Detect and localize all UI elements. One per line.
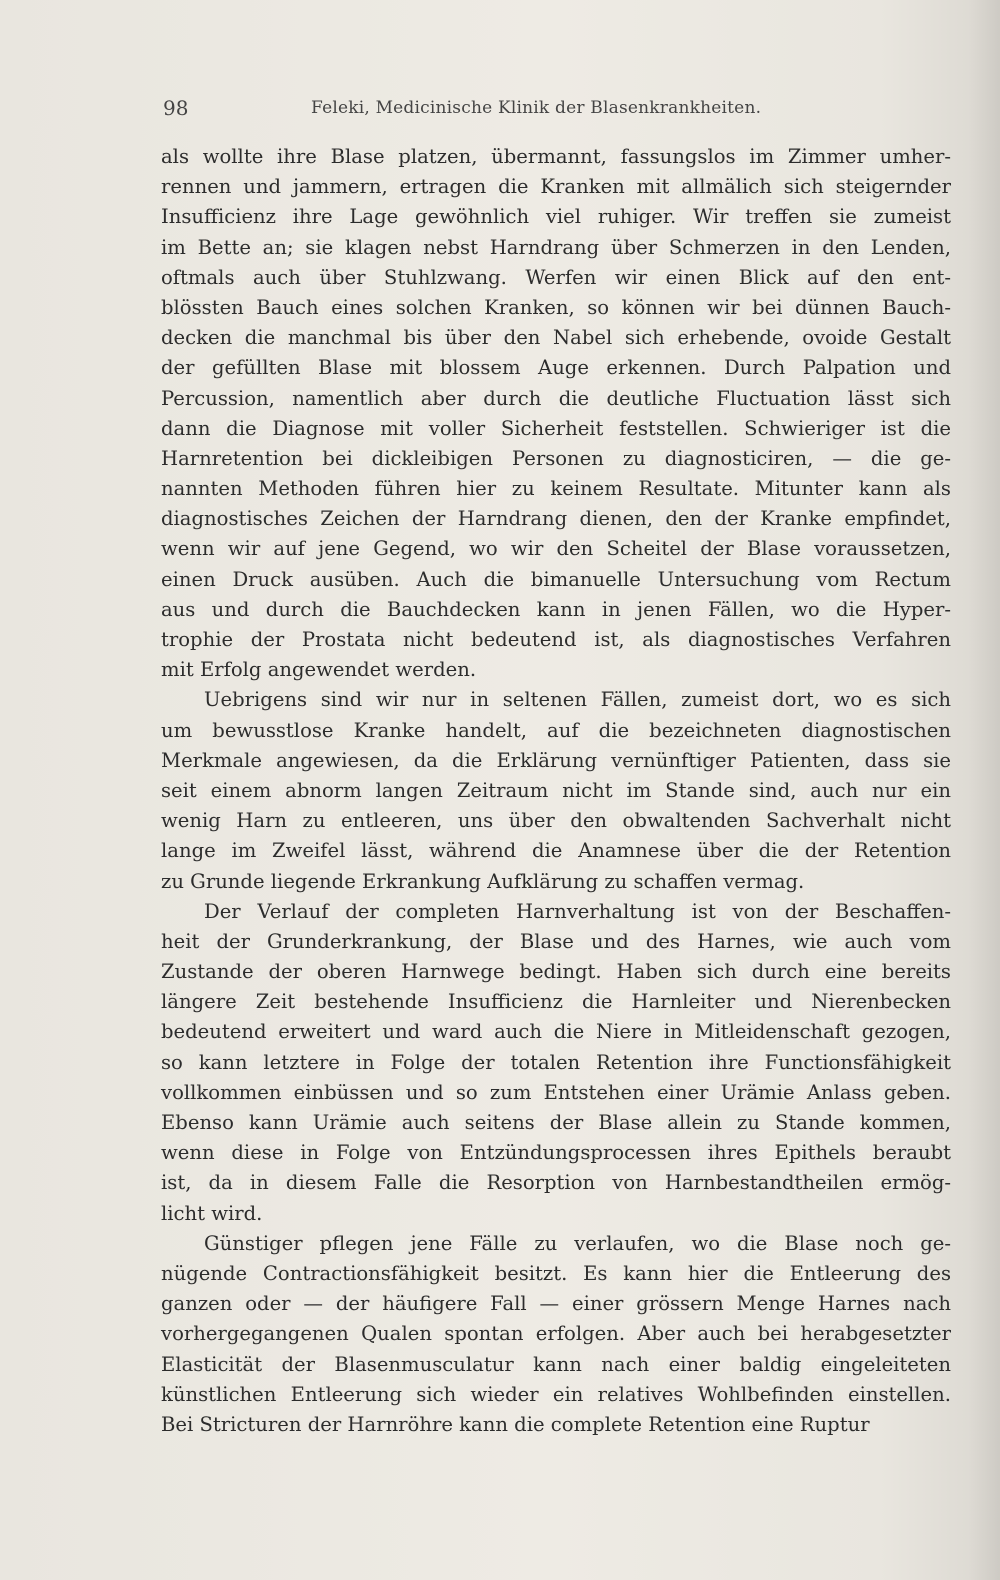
text-line: ist, da in diesem Falle die Resorption von Harnbestandtheilen ermög- xyxy=(161,1171,951,1195)
text-line: Uebrigens sind wir nur in seltenen Fällen, zumeist dort, wo es sich xyxy=(204,688,951,712)
text-line: nügende Contractionsfähigkeit besitzt. Es kann hier die Entleerung des xyxy=(161,1261,951,1285)
text-line: dann die Diagnose mit voller Sicherheit feststellen. Schwieriger ist die xyxy=(161,416,951,440)
text-line: decken die manchmal bis über den Nabel sich erhebende, ovoide Gestalt xyxy=(161,326,951,350)
text-line: vollkommen einbüssen und so zum Entstehen einer Urämie Anlass geben. xyxy=(161,1080,951,1104)
text-line: nannten Methoden führen hier zu keinem Resultate. Mitunter kann als xyxy=(161,477,951,501)
text-line: Percussion, namentlich aber durch die deutliche Fluctuation lässt sich xyxy=(161,386,951,410)
text-line: vorhergegangenen Qualen spontan erfolgen. Aber auch bei herabgesetzter xyxy=(161,1322,951,1346)
text-line: zu Grunde liegende Erkrankung Aufklärung zu schaffen vermag. xyxy=(161,869,805,893)
text-line: Bei Stricturen der Harnröhre kann die complete Retention eine Ruptur xyxy=(161,1412,870,1436)
running-head xyxy=(163,96,953,126)
paragraph xyxy=(161,1229,951,1440)
text-line: so kann letztere in Folge der totalen Retention ihre Functionsfähigkeit xyxy=(161,1050,951,1074)
paragraph xyxy=(161,685,951,896)
text-line: heit der Grunderkrankung, der Blase und des Harnes, wie auch vom xyxy=(161,929,951,953)
text-line: um bewusstlose Kranke handelt, auf die bezeichneten diagnostischen xyxy=(161,718,951,742)
page-edge-shadow xyxy=(968,0,1000,1580)
text-line: bedeutend erweitert und ward auch die Niere in Mitleidenschaft gezogen, xyxy=(161,1020,951,1044)
text-line: künstlichen Entleerung sich wieder ein relatives Wohlbefinden einstellen. xyxy=(161,1382,951,1406)
paragraph xyxy=(161,897,951,1229)
text-line: oftmals auch über Stuhlzwang. Werfen wir einen Blick auf den ent- xyxy=(161,265,951,289)
text-line: längere Zeit bestehende Insufficienz die Harnleiter und Nierenbecken xyxy=(161,990,951,1014)
text-line: Elasticität der Blasenmusculatur kann nach einer baldig eingeleiteten xyxy=(161,1352,951,1376)
text-line: Ebenso kann Urämie auch seitens der Blase allein zu Stande kommen, xyxy=(161,1111,951,1134)
running-title: Feleki, Medicinische Klinik der Blasenkrankheiten. xyxy=(311,98,762,118)
text-line: Günstiger pflegen jene Fälle zu verlaufen, wo die Blase noch ge- xyxy=(204,1231,951,1255)
body-text xyxy=(161,142,951,1440)
page-number: 98 xyxy=(163,96,189,120)
text-line: als wollte ihre Blase platzen, übermannt, fassungslos im Zimmer umher- xyxy=(161,145,951,168)
text-line: wenig Harn zu entleeren, uns über den obwaltenden Sachverhalt nicht xyxy=(161,809,951,833)
text-line: diagnostisches Zeichen der Harndrang dienen, den der Kranke empfindet, xyxy=(161,507,951,531)
text-line: wenn diese in Folge von Entzündungsprocessen ihres Epithels beraubt xyxy=(161,1141,951,1165)
text-line: Insufficienz ihre Lage gewöhnlich viel ruhiger. Wir treffen sie zumeist xyxy=(161,205,951,229)
text-line: Merkmale angewiesen, da die Erklärung vernünftiger Patienten, dass sie xyxy=(161,748,951,772)
text-line: Zustande der oberen Harnwege bedingt. Haben sich durch eine bereits xyxy=(161,960,951,984)
paragraph xyxy=(161,142,951,685)
text-line: Harnretention bei dickleibigen Personen zu diagnosticiren, — die ge- xyxy=(161,446,951,470)
text-line: einen Druck ausüben. Auch die bimanuelle Untersuchung vom Rectum xyxy=(161,567,951,591)
text-line: der gefüllten Blase mit blossem Auge erkennen. Durch Palpation und xyxy=(161,356,951,380)
text-line: aus und durch die Bauchdecken kann in jenen Fällen, wo die Hyper- xyxy=(161,597,951,621)
text-line: lange im Zweifel lässt, während die Anamnese über die der Retention xyxy=(161,839,951,863)
text-line: mit Erfolg angewendet werden. xyxy=(161,658,477,682)
text-line: rennen und jammern, ertragen die Kranken mit allmälich sich steigernder xyxy=(161,175,951,199)
text-line: Der Verlauf der completen Harnverhaltung ist von der Beschaffen- xyxy=(204,899,951,923)
text-line: ganzen oder — der häufigere Fall — einer grössern Menge Harnes nach xyxy=(161,1292,951,1316)
text-line: wenn wir auf jene Gegend, wo wir den Scheitel der Blase voraussetzen, xyxy=(161,537,951,561)
text-line: im Bette an; sie klagen nebst Harndrang über Schmerzen in den Lenden, xyxy=(161,235,951,259)
text-line: trophie der Prostata nicht bedeutend ist, als diagnostisches Verfahren xyxy=(161,628,951,651)
text-line: licht wird. xyxy=(161,1201,263,1225)
text-line: blössten Bauch eines solchen Kranken, so können wir bei dünnen Bauch- xyxy=(161,295,951,319)
text-line: seit einem abnorm langen Zeitraum nicht im Stande sind, auch nur ein xyxy=(161,778,951,802)
